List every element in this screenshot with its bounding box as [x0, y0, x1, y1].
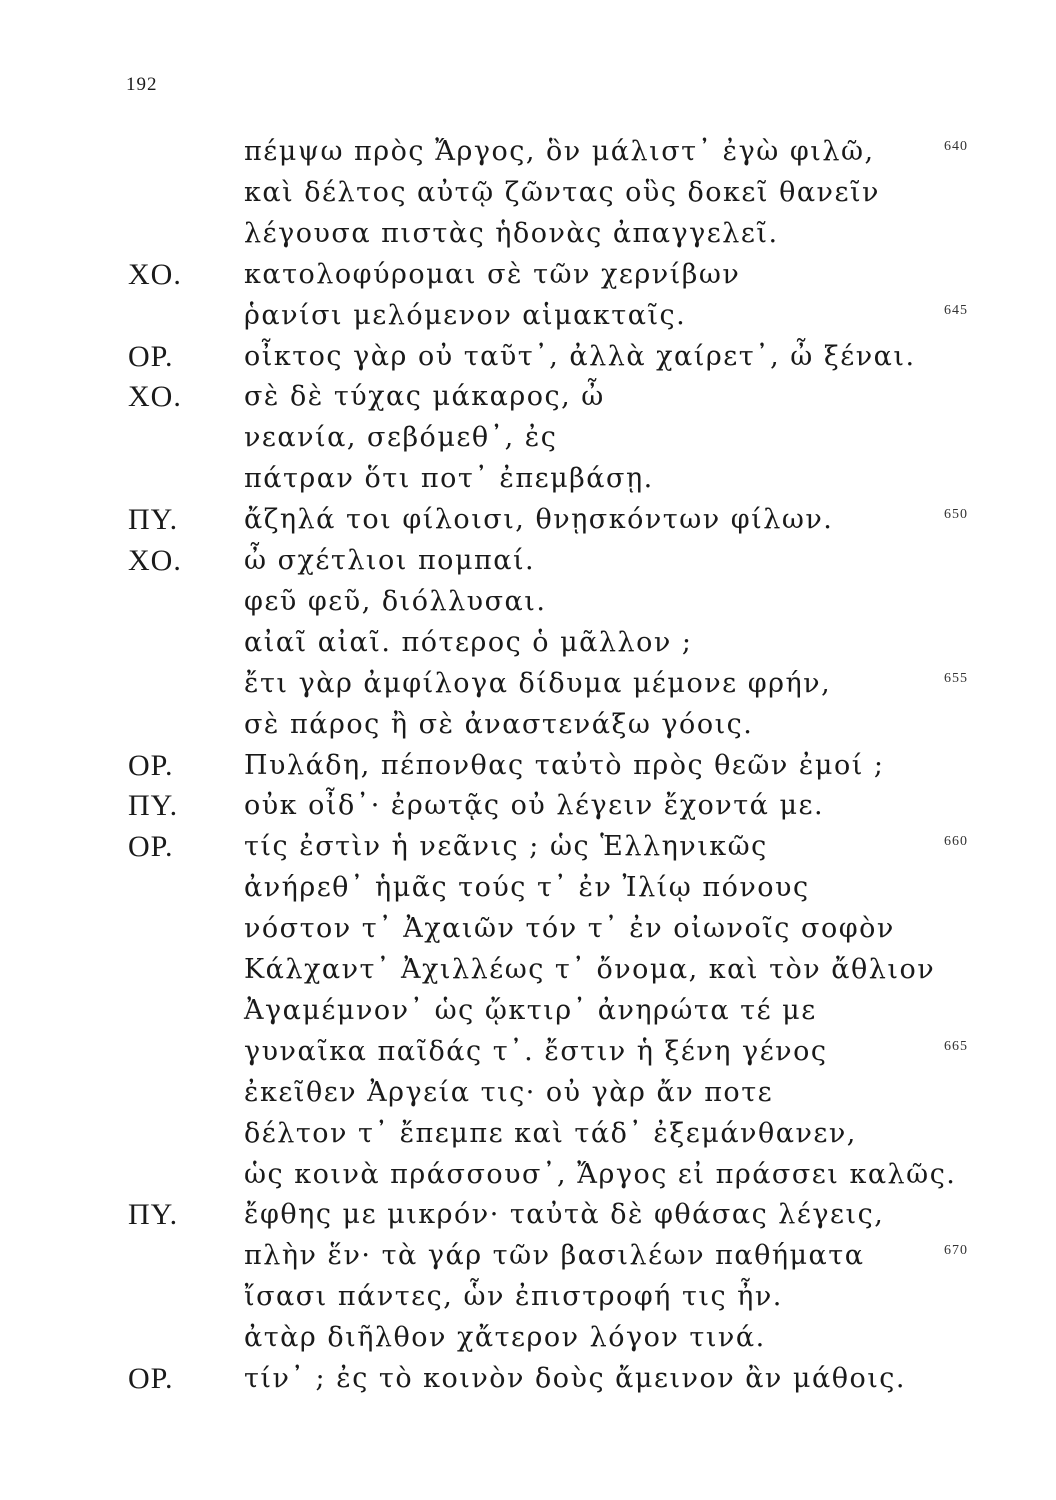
verse-line — [0, 1074, 1056, 1112]
verse-line — [0, 1278, 1056, 1316]
speaker-label: ΟΡ. — [128, 1362, 174, 1395]
speaker-label: ΧΟ. — [128, 380, 182, 414]
speaker-label: ΟΡ. — [128, 748, 174, 782]
verse-line — [0, 1360, 1056, 1398]
verse-line — [0, 583, 1056, 621]
verse-text: ἔφθης με μικρόν· ταὐτὰ δὲ φθάσας λέγεις, — [244, 1199, 885, 1231]
verse-text: σὲ δὲ τύχας μάκαρος, ὦ — [244, 381, 605, 413]
verse-line — [0, 828, 1056, 866]
line-number: 640 — [944, 139, 968, 154]
speaker-label: ΧΟ. — [128, 544, 182, 577]
verse-text: ἀτὰρ διῆλθον χἄτερον λόγον τινά. — [244, 1322, 766, 1354]
verse-text: σὲ πάρος ἢ σὲ ἀναστενάξω γόοις. — [244, 708, 754, 740]
verse-line — [0, 665, 1056, 703]
verse-line — [0, 174, 1056, 212]
verse-line — [0, 542, 1056, 580]
verse-text: τίν᾽ ; ἐς τὸ κοινὸν δοὺς ἄμεινον ἂν μάθοις. — [244, 1363, 907, 1394]
verse-line — [0, 951, 1056, 989]
line-number: 645 — [944, 302, 968, 318]
line-number: 655 — [944, 670, 968, 686]
page-number: 192 — [126, 74, 158, 95]
line-number: 650 — [944, 507, 968, 523]
verse-line — [0, 1115, 1056, 1153]
verse-text: Πυλάδη, πέπονθας ταὐτὸ πρὸς θεῶν ἐμοί ; — [244, 749, 885, 781]
verse-text: δέλτον τ᾽ ἔπεμπε καὶ τάδ᾽ ἐξεμάνθανεν, — [244, 1117, 857, 1149]
verse-text: φεῦ φεῦ, διόλλυσαι. — [244, 585, 547, 617]
line-number: 670 — [944, 1243, 968, 1259]
verse-line — [0, 910, 1056, 948]
verse-line — [0, 460, 1056, 498]
verse-line — [0, 747, 1056, 785]
verse-line — [0, 706, 1056, 744]
verse-text: οὐκ οἶδ᾽· ἐρωτᾷς οὐ λέγειν ἔχοντά με. — [244, 790, 825, 822]
verse-text: ἐκεῖθεν Ἀργεία τις· οὐ γὰρ ἄν ποτε — [244, 1076, 774, 1108]
speaker-label: ΠΥ. — [128, 1198, 179, 1232]
verse-line — [0, 215, 1056, 253]
verse-line — [0, 787, 1056, 825]
verse-text: ἄζηλά τοι φίλοισι, θνῃσκόντων φίλων. — [244, 504, 834, 536]
speaker-label: ΠΥ. — [128, 503, 179, 537]
verse-text: καὶ δέλτος αὐτῷ ζῶντας οὓς δοκεῖ θανεῖν — [244, 176, 880, 208]
verse-line — [0, 1237, 1056, 1275]
verse-line — [0, 1156, 1056, 1194]
verse-text: πέμψω πρὸς Ἄργος, ὃν μάλιστ᾽ ἐγὼ φιλῶ, — [244, 136, 875, 167]
verse-text: ῥανίσι μελόμενον αἱμακταῖς. — [244, 299, 687, 331]
verse-text: ὦ σχέτλιοι πομπαί. — [244, 545, 536, 576]
verse-text: Ἀγαμέμνον᾽ ὡς ᾤκτιρ᾽ ἀνηρώτα τέ με — [244, 994, 817, 1026]
verse-text: λέγουσα πιστὰς ἡδονὰς ἀπαγγελεῖ. — [244, 217, 779, 249]
verse-line — [0, 256, 1056, 294]
verse-line — [0, 992, 1056, 1030]
verse-text: ἀνήρεθ᾽ ἡμᾶς τούς τ᾽ ἐν Ἰλίῳ πόνους — [244, 872, 810, 904]
verse-line — [0, 338, 1056, 376]
verse-line — [0, 501, 1056, 539]
verse-text: νεανία, σεβόμεθ᾽, ἐς — [244, 422, 558, 454]
verse-text: πλὴν ἕν· τὰ γάρ τῶν βασιλέων παθήματα — [244, 1240, 865, 1272]
verse-text: γυναῖκα παῖδάς τ᾽. ἔστιν ἡ ξένη γένος — [244, 1035, 828, 1067]
verse-line — [0, 419, 1056, 457]
verse-text: ἔτι γὰρ ἀμφίλογα δίδυμα μέμονε φρήν, — [244, 667, 832, 699]
verse-line — [0, 869, 1056, 907]
verse-text: ἴσασι πάντες, ὧν ἐπιστροφή τις ἦν. — [244, 1281, 783, 1313]
verse-line — [0, 378, 1056, 416]
verse-line — [0, 624, 1056, 662]
speaker-label: ΟΡ. — [128, 830, 174, 864]
verse-text: Κάλχαντ᾽ Ἀχιλλέως τ᾽ ὄνομα, καὶ τὸν ἄθλιον — [244, 954, 936, 985]
speaker-label: ΠΥ. — [128, 789, 179, 823]
speaker-label: ΟΡ. — [128, 339, 174, 373]
speaker-label: ΧΟ. — [128, 257, 182, 291]
verse-line — [0, 1033, 1056, 1071]
verse-text: τίς ἐστὶν ἡ νεᾶνις ; ὡς Ἑλληνικῶς — [244, 831, 768, 863]
verse-line — [0, 297, 1056, 335]
verse-text: πάτραν ὅτι ποτ᾽ ἐπεμβάσῃ. — [244, 463, 654, 495]
verse-line — [0, 1196, 1056, 1234]
line-number: 665 — [944, 1038, 968, 1054]
verse-text: αἰαῖ αἰαῖ. πότερος ὁ μᾶλλον ; — [244, 626, 693, 658]
line-number: 660 — [944, 834, 968, 850]
verse-text: νόστον τ᾽ Ἀχαιῶν τόν τ᾽ ἐν οἰωνοῖς σοφὸν — [244, 913, 895, 945]
verse-line — [0, 1319, 1056, 1357]
verse-line — [0, 133, 1056, 171]
verse-text: κατολοφύρομαι σὲ τῶν χερνίβων — [244, 258, 741, 290]
verse-text: οἶκτος γὰρ οὐ ταῦτ᾽, ἀλλὰ χαίρετ᾽, ὦ ξέναι. — [244, 340, 916, 372]
verse-text: ὡς κοινὰ πράσσουσ᾽, Ἄργος εἰ πράσσει καλῶς. — [244, 1158, 957, 1190]
